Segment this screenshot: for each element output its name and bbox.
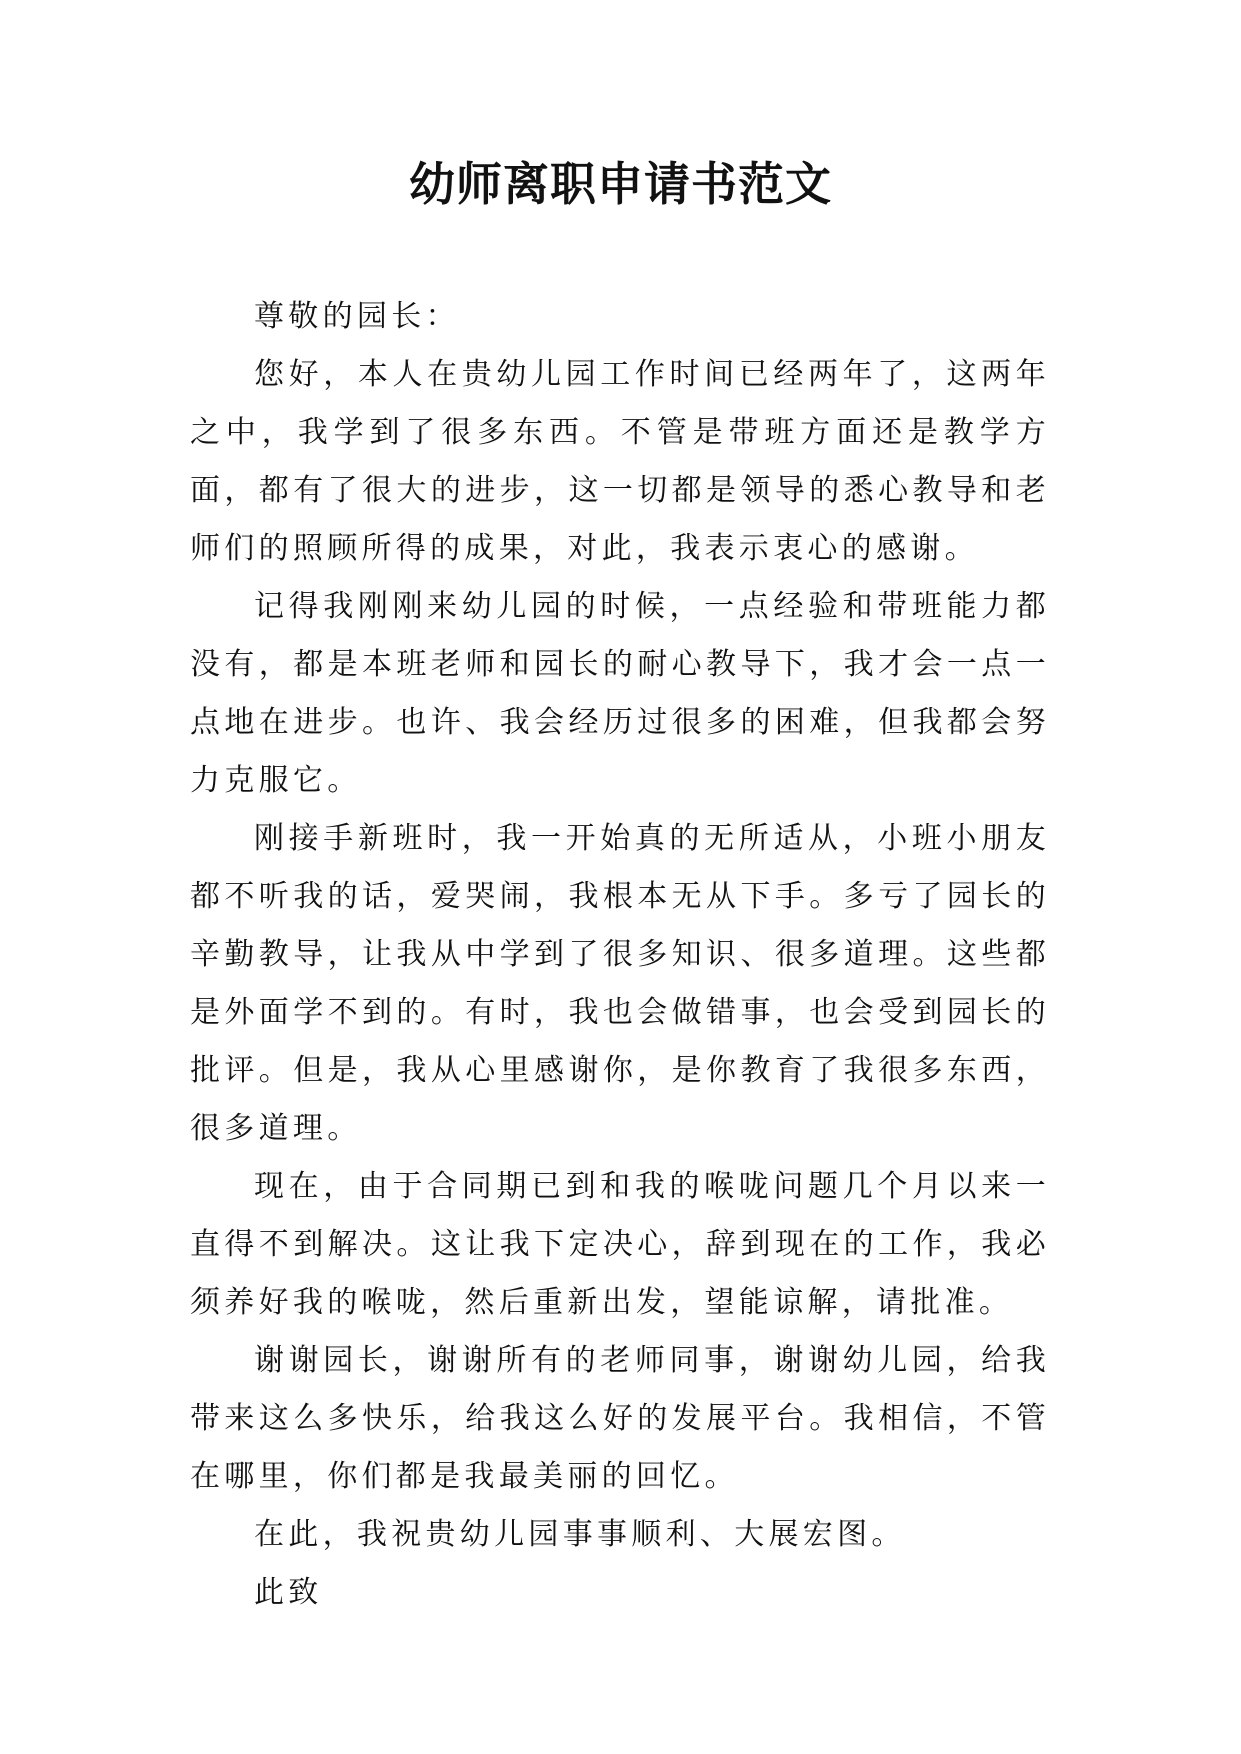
paragraph-3: 刚接手新班时，我一开始真的无所适从，小班小朋友都不听我的话，爱哭闹，我根本无从下手。多亏了园长的辛勤教导，让我从中学到了很多知识、很多道理。这些都是外面学不到的。有时，我也会做错事，也会受到园长的批评。但是，我从心里感谢你，是你教育了我很多东西，很多道理。 bbox=[190, 821, 1050, 1146]
paragraph-2: 记得我刚刚来幼儿园的时候，一点经验和带班能力都没有，都是本班老师和园长的耐心教导下，我才会一点一点地在进步。也许、我会经历过很多的困难，但我都会努力克服它。 bbox=[190, 589, 1050, 798]
paragraph-4: 现在，由于合同期已到和我的喉咙问题几个月以来一直得不到解决。这让我下定决心，辞到现在的工作，我必须养好我的喉咙，然后重新出发，望能谅解，请批准。 bbox=[190, 1169, 1050, 1320]
closing: 此致 bbox=[254, 1575, 323, 1610]
document-title: 幼师离职申请书范文 bbox=[409, 157, 832, 211]
paragraph-5: 谢谢园长，谢谢所有的老师同事，谢谢幼儿园，给我带来这么多快乐，给我这么好的发展平台。我相信，不管在哪里，你们都是我最美丽的回忆。 bbox=[190, 1343, 1050, 1494]
document-body bbox=[190, 288, 1050, 1622]
paragraph-1: 您好，本人在贵幼儿园工作时间已经两年了，这两年之中，我学到了很多东西。不管是带班方面还是教学方面，都有了很大的进步，这一切都是领导的悉心教导和老师们的照顾所得的成果，对此，我表示衷心的感谢。 bbox=[190, 357, 1050, 566]
salutation: 尊敬的园长： bbox=[254, 299, 460, 334]
paragraph-6: 在此，我祝贵幼儿园事事顺利、大展宏图。 bbox=[254, 1517, 906, 1552]
